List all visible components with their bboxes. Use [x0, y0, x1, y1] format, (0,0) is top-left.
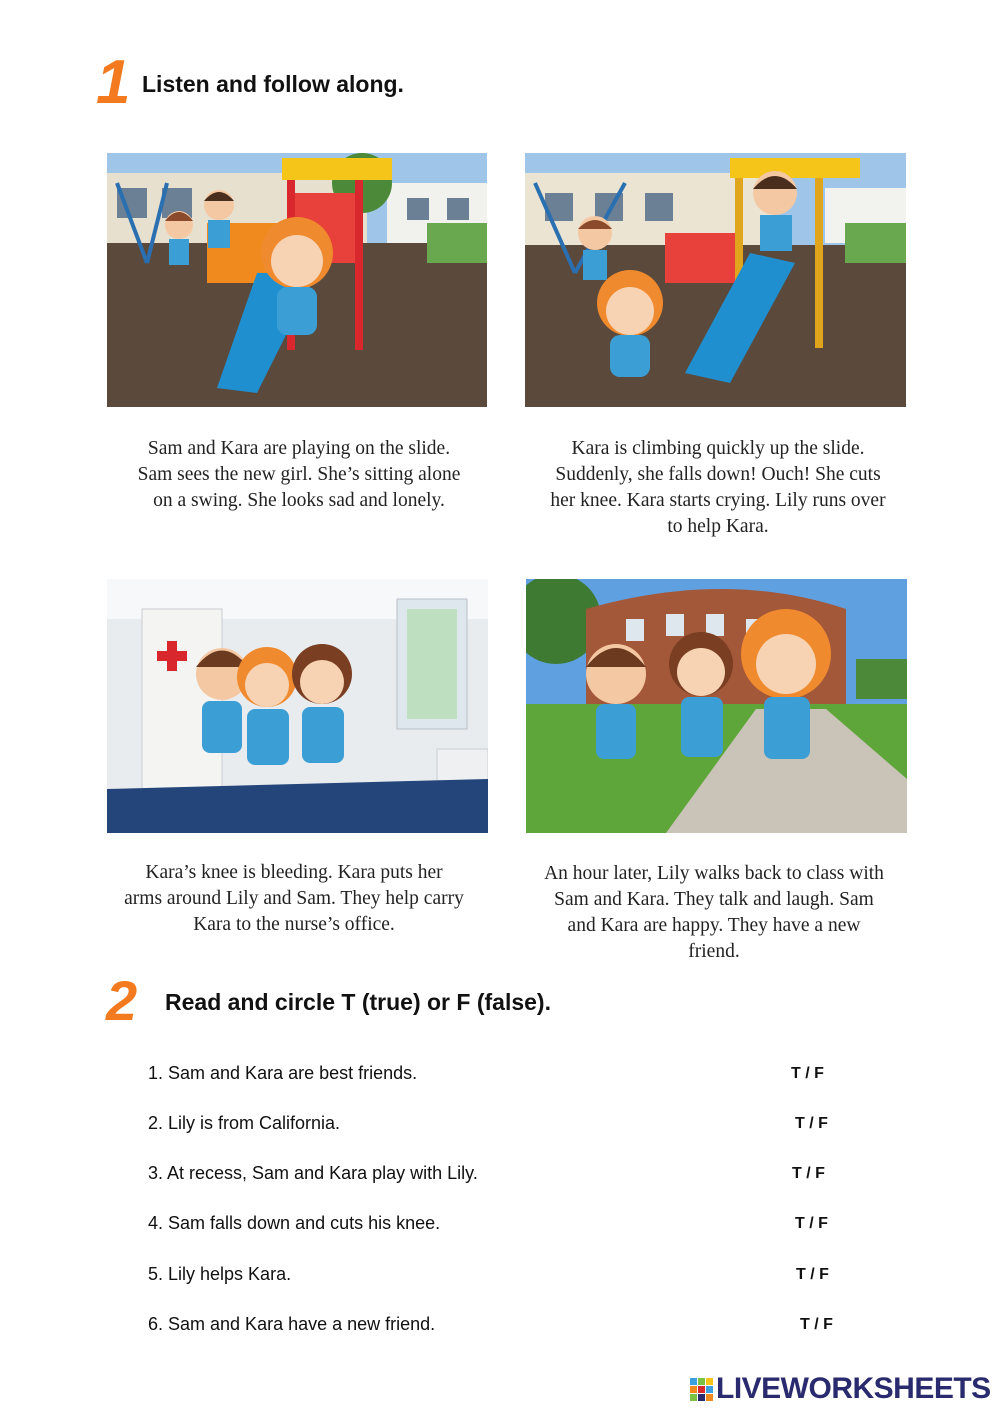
section-1-number: 1: [96, 48, 131, 117]
section-1-heading: Listen and follow along.: [142, 71, 404, 97]
statement-6: 6. Sam and Kara have a new friend.: [148, 1314, 436, 1334]
answer-3[interactable]: T / F: [792, 1165, 825, 1182]
statement-5: 5. Lily helps Kara.: [148, 1264, 292, 1284]
story-picture-3: [107, 579, 488, 833]
statement-2: 2. Lily is from California.: [148, 1113, 341, 1133]
story-caption-2: Kara is climbing quickly up the slide. Suddenly, she falls down! Ouch! She cuts her knee. Kara starts crying. Lily runs over to help Kara.: [550, 438, 886, 537]
statement-3: 3. At recess, Sam and Kara play with Lily.: [148, 1163, 478, 1183]
story-caption-4: An hour later, Lily walks back to class with Sam and Kara. They talk and laugh. Sam and Kara are happy. They have a new friend.: [544, 863, 884, 962]
liveworksheets-logo: LIVEWORKSHEETS: [716, 1372, 991, 1405]
answer-4[interactable]: T / F: [795, 1215, 828, 1232]
section-2-number: 2: [106, 969, 138, 1032]
answer-6[interactable]: T / F: [800, 1316, 833, 1333]
story-caption-3: Kara’s knee is bleeding. Kara puts her arms around Lily and Sam. They help carry Kara to the nurse’s office.: [124, 862, 464, 935]
answer-5[interactable]: T / F: [796, 1266, 829, 1283]
statement-4: 4. Sam falls down and cuts his knee.: [148, 1213, 441, 1233]
story-picture-1: [107, 153, 487, 407]
statement-1: 1. Sam and Kara are best friends.: [148, 1063, 418, 1083]
answer-1[interactable]: T / F: [791, 1065, 824, 1082]
answer-2[interactable]: T / F: [795, 1115, 828, 1132]
section-2-heading: Read and circle T (true) or F (false).: [165, 989, 551, 1015]
story-caption-1: Sam and Kara are playing on the slide. Sam sees the new girl. She’s sitting alone on a swing. She looks sad and lonely.: [137, 438, 461, 511]
story-picture-4: [526, 579, 907, 833]
story-picture-2: [525, 153, 906, 407]
liveworksheets-logo-icon: [690, 1378, 714, 1402]
